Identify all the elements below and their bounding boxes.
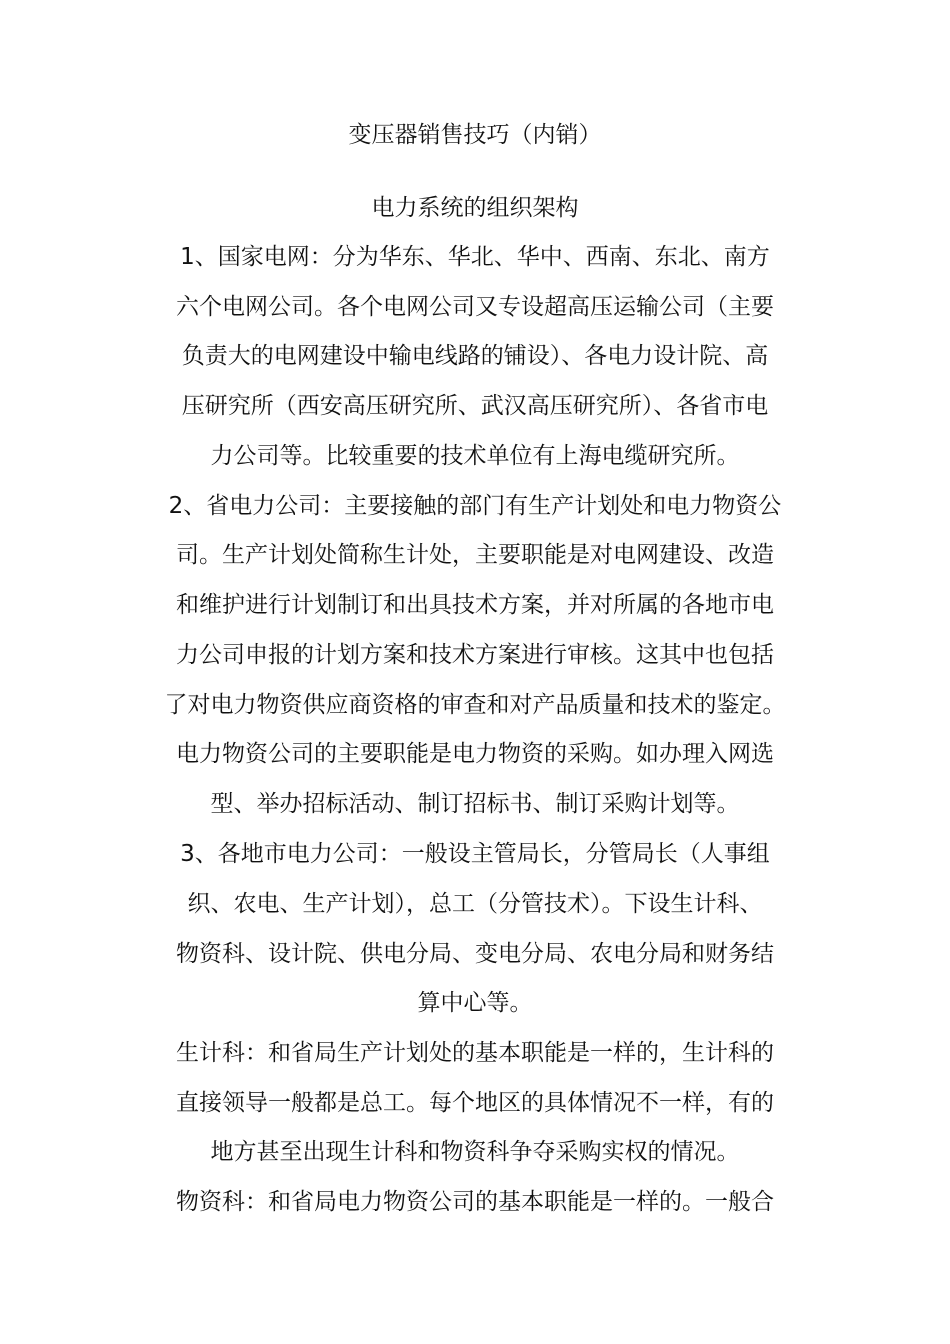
paragraph-line: 织、农电、生产计划），总工（分管技术）。下设生计科、: [187, 891, 763, 917]
paragraph-line: 物资科、设计院、供电分局、变电分局、农电分局和财务结: [176, 941, 774, 967]
paragraph-line: 司。生产计划处简称生计处，主要职能是对电网建设、改造: [176, 542, 774, 568]
paragraph-line: 生计科：和省局生产计划处的基本职能是一样的，生计科的: [176, 1040, 774, 1066]
document-title: 变压器销售技巧（内销）: [348, 122, 602, 148]
paragraph-line: 力公司等。比较重要的技术单位有上海电缆研究所。: [210, 443, 740, 469]
paragraph-line: 压研究所（西安高压研究所、武汉高压研究所）、各省市电: [181, 393, 769, 419]
paragraph-line: 六个电网公司。各个电网公司又专设超高压运输公司（主要: [176, 294, 774, 320]
paragraph-line: 1、国家电网：分为华东、华北、华中、西南、东北、南方: [180, 244, 770, 270]
paragraph-line: 了对电力物资供应商资格的审查和对产品质量和技术的鉴定。: [164, 692, 786, 718]
paragraph-line: 直接领导一般都是总工。每个地区的具体情况不一样，有的: [176, 1090, 774, 1116]
paragraph-line: 算中心等。: [417, 990, 533, 1016]
paragraph-line: 负责大的电网建设中输电线路的铺设）、各电力设计院、高: [181, 343, 769, 369]
paragraph-line: 物资科：和省局电力物资公司的基本职能是一样的。一般合: [176, 1189, 774, 1215]
paragraph-line: 型、举办招标活动、制订招标书、制订采购计划等。: [210, 791, 740, 817]
paragraph-line: 力公司申报的计划方案和技术方案进行审核。这其中也包括: [176, 642, 774, 668]
paragraph-line: 电力物资公司的主要职能是电力物资的采购。如办理入网选: [176, 741, 774, 767]
paragraph-line: 地方甚至出现生计科和物资科争夺采购实权的情况。: [210, 1139, 740, 1165]
section-heading: 电力系统的组织架构: [371, 195, 579, 221]
paragraph-line: 3、各地市电力公司：一般设主管局长，分管局长（人事组: [180, 841, 770, 867]
paragraph-line: 2、省电力公司：主要接触的部门有生产计划处和电力物资公: [168, 493, 782, 519]
paragraph-line: 和维护进行计划制订和出具技术方案，并对所属的各地市电: [176, 592, 774, 618]
